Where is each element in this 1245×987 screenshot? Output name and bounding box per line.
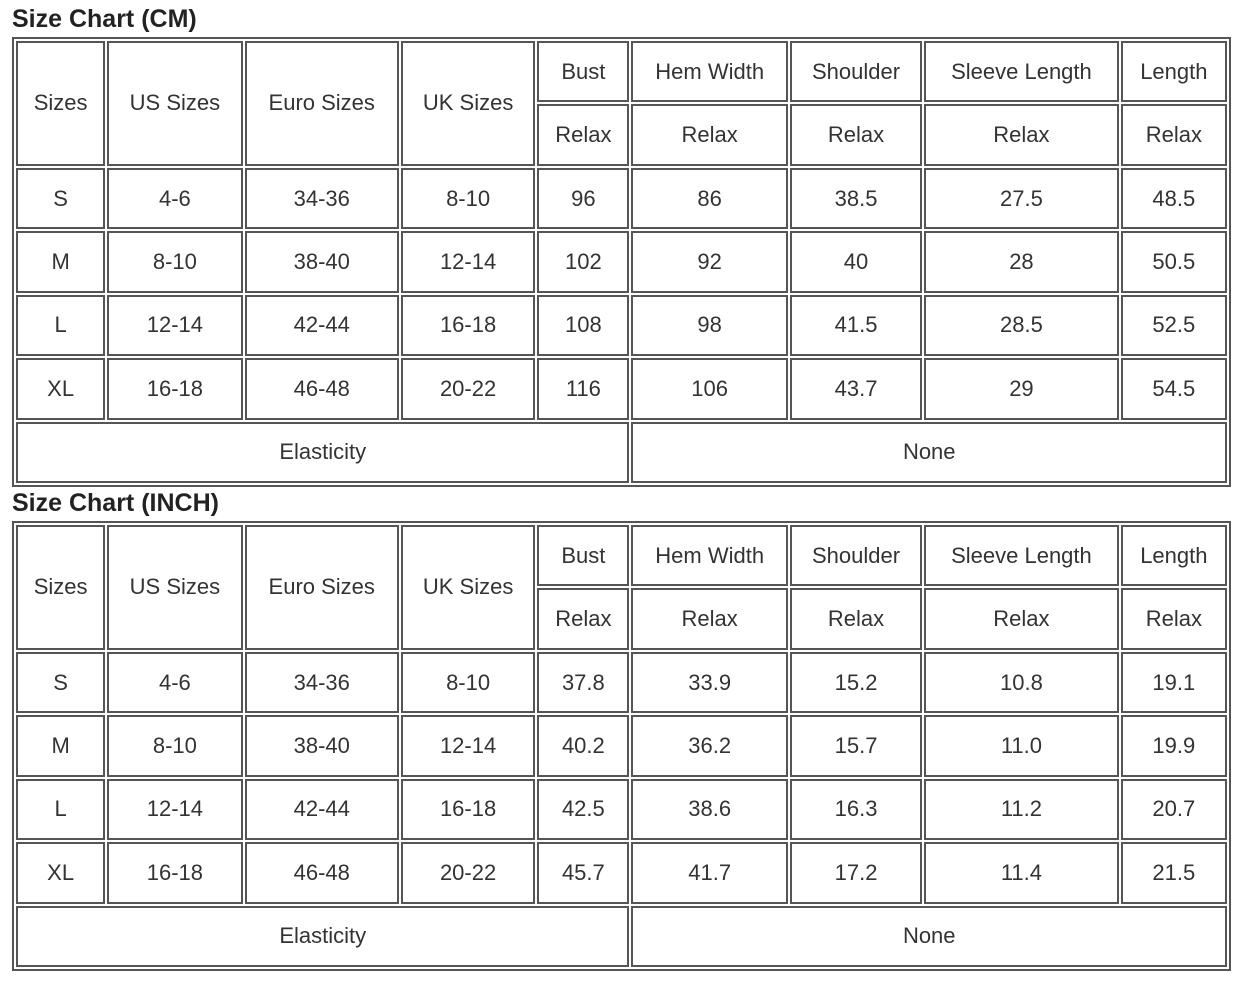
table-cell: 38.5 [790,168,922,229]
table-cell: L [16,779,105,840]
table-cell: 20-22 [401,842,535,903]
table-cell: 20.7 [1121,779,1227,840]
table-row [16,358,1227,419]
measure-header: Sleeve Length [924,525,1118,586]
table-cell: M [16,231,105,292]
table-cell: S [16,168,105,229]
table-cell: 38.6 [631,779,787,840]
table-cell: 116 [537,358,629,419]
elasticity-label: Elasticity [16,422,629,483]
table-cell: 52.5 [1121,295,1227,356]
fit-type-header: Relax [537,104,629,165]
table-cell: 19.9 [1121,715,1227,776]
table-cell: XL [16,358,105,419]
column-header: US Sizes [107,525,242,650]
table-cell: 8-10 [107,231,242,292]
table-cell: 12-14 [401,715,535,776]
table-row [16,168,1227,229]
elasticity-label: Elasticity [16,906,629,967]
table-cell: 33.9 [631,652,787,713]
table-cell: 27.5 [924,168,1118,229]
fit-type-header: Relax [1121,104,1227,165]
fit-type-header: Relax [924,588,1118,649]
table-cell: 34-36 [245,652,399,713]
column-header: UK Sizes [401,41,535,166]
table-cell: 38-40 [245,231,399,292]
table-cell: 11.0 [924,715,1118,776]
size-chart-cm-table [12,37,1231,487]
table-cell: 10.8 [924,652,1118,713]
fit-type-header: Relax [1121,588,1227,649]
table-cell: 19.1 [1121,652,1227,713]
size-chart-inch-title: Size Chart (INCH) [12,489,219,517]
table-cell: 8-10 [401,652,535,713]
table-cell: 16-18 [401,295,535,356]
table-cell: 36.2 [631,715,787,776]
table-row [16,231,1227,292]
table-cell: 15.2 [790,652,922,713]
table-cell: 41.7 [631,842,787,903]
table-cell: 17.2 [790,842,922,903]
table-cell: 42-44 [245,779,399,840]
column-header: Euro Sizes [245,525,399,650]
measure-header: Hem Width [631,525,787,586]
table-cell: 4-6 [107,652,242,713]
table-cell: 45.7 [537,842,629,903]
table-cell: 21.5 [1121,842,1227,903]
table-cell: 41.5 [790,295,922,356]
column-header: Sizes [16,525,105,650]
table-cell: 8-10 [401,168,535,229]
table-cell: 102 [537,231,629,292]
fit-type-header: Relax [631,588,787,649]
size-chart-inch-table [12,521,1231,971]
table-cell: 11.2 [924,779,1118,840]
measure-header: Sleeve Length [924,41,1118,102]
column-header: Sizes [16,41,105,166]
table-cell: 54.5 [1121,358,1227,419]
table-row [16,295,1227,356]
table-cell: 11.4 [924,842,1118,903]
table-row [16,779,1227,840]
header-row [16,41,1227,102]
table-cell: 16.3 [790,779,922,840]
size-chart-cm-title: Size Chart (CM) [12,5,197,33]
table-cell: 29 [924,358,1118,419]
table-cell: M [16,715,105,776]
table-cell: 12-14 [107,779,242,840]
elasticity-value: None [631,422,1227,483]
measure-header: Shoulder [790,525,922,586]
fit-type-header: Relax [924,104,1118,165]
table-cell: 16-18 [107,358,242,419]
measure-header: Hem Width [631,41,787,102]
fit-type-header: Relax [537,588,629,649]
table-cell: 96 [537,168,629,229]
elasticity-row [16,422,1227,483]
table-cell: 12-14 [401,231,535,292]
table-cell: 108 [537,295,629,356]
fit-type-header: Relax [631,104,787,165]
table-row [16,652,1227,713]
column-header: UK Sizes [401,525,535,650]
table-cell: XL [16,842,105,903]
table-cell: 42-44 [245,295,399,356]
table-cell: 28 [924,231,1118,292]
fit-type-header: Relax [790,588,922,649]
measure-header: Length [1121,525,1227,586]
table-row [16,715,1227,776]
table-cell: 98 [631,295,787,356]
table-cell: 48.5 [1121,168,1227,229]
table-cell: 38-40 [245,715,399,776]
table-cell: 40.2 [537,715,629,776]
measure-header: Bust [537,525,629,586]
table-cell: 42.5 [537,779,629,840]
table-cell: 37.8 [537,652,629,713]
table-row [16,842,1227,903]
table-cell: 12-14 [107,295,242,356]
table-cell: 34-36 [245,168,399,229]
table-cell: S [16,652,105,713]
table-cell: 46-48 [245,842,399,903]
table-cell: 40 [790,231,922,292]
table-cell: 16-18 [107,842,242,903]
table-cell: 8-10 [107,715,242,776]
elasticity-value: None [631,906,1227,967]
table-cell: L [16,295,105,356]
measure-header: Length [1121,41,1227,102]
table-cell: 43.7 [790,358,922,419]
table-cell: 20-22 [401,358,535,419]
table-cell: 86 [631,168,787,229]
table-cell: 15.7 [790,715,922,776]
table-cell: 28.5 [924,295,1118,356]
table-cell: 46-48 [245,358,399,419]
table-cell: 92 [631,231,787,292]
measure-header: Shoulder [790,41,922,102]
table-cell: 16-18 [401,779,535,840]
measure-header: Bust [537,41,629,102]
header-row [16,525,1227,586]
column-header: US Sizes [107,41,242,166]
column-header: Euro Sizes [245,41,399,166]
fit-type-header: Relax [790,104,922,165]
table-cell: 106 [631,358,787,419]
table-cell: 4-6 [107,168,242,229]
elasticity-row [16,906,1227,967]
table-cell: 50.5 [1121,231,1227,292]
